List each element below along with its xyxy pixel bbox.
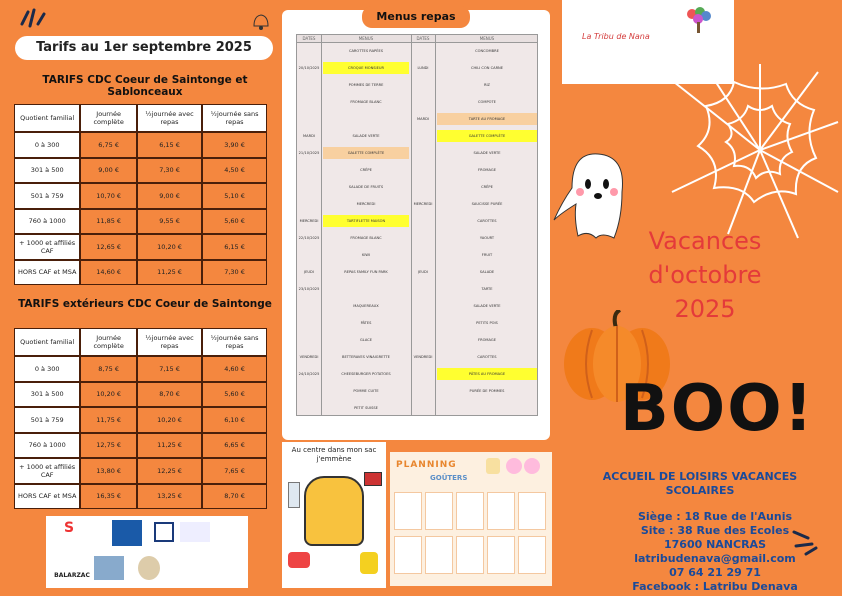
contact-email: latribudenava@gmail.com (634, 552, 796, 565)
menu-date (297, 79, 321, 91)
menu-item: TARTE (481, 287, 493, 291)
child-icon (524, 458, 540, 474)
menu-item: PÂTES AU FROMAGE (437, 368, 537, 380)
menu-item: FRUIT (481, 253, 493, 257)
planning-goûters (390, 452, 552, 586)
menu-divider (435, 35, 436, 416)
partner-logos (46, 516, 248, 588)
partner-logo-8 (214, 556, 240, 580)
price-cell: 12,65 € (80, 234, 137, 260)
partner-logo-balarzac: BALARZAC (54, 572, 90, 579)
tarifs-header-cell: ½journée sans repas (202, 328, 267, 356)
menu-item: POMME CUITE (353, 389, 379, 393)
menu-item: SALADE VERTE (473, 304, 501, 308)
menu-date (411, 368, 435, 380)
water-bottle-icon (288, 482, 300, 508)
menu-item: COMPOTE (478, 100, 496, 104)
sparkle-icon (790, 526, 836, 556)
tarifs-header-cell: Journée complète (80, 328, 137, 356)
menu-item: SALADE VERTE (352, 134, 380, 138)
price-cell: 6,15 € (202, 234, 267, 260)
table-row (14, 234, 267, 260)
planning-title: PLANNING (396, 460, 457, 470)
menu-date: 21/10/2025 (298, 151, 320, 155)
boo-title: BOO! (620, 372, 815, 446)
menu-item: SAUCISSE PURÉE (471, 202, 503, 206)
table-row (14, 260, 267, 286)
price-cell: 4,50 € (202, 158, 267, 184)
price-cell: 7,65 € (202, 458, 267, 484)
menu-item: CRÊPE (481, 185, 493, 189)
price-cell: 13,25 € (137, 484, 202, 510)
menu-date: 24/10/2025 (298, 372, 320, 376)
tarifs-title: Tarifs au 1er septembre 2025 (15, 36, 273, 60)
price-cell: 11,25 € (137, 260, 202, 286)
price-cell: 8,70 € (202, 484, 267, 510)
quotient-cell: 0 à 300 (14, 132, 80, 158)
contact-city: 17600 NANCRAS (663, 538, 766, 551)
contact-site: Site : 38 Rue des Ecoles (640, 524, 790, 537)
menu-date (411, 300, 435, 312)
price-cell: 16,35 € (80, 484, 137, 510)
quotient-cell: 501 à 759 (14, 407, 80, 433)
menu-item: KIWI (361, 253, 371, 257)
contact-facebook: Facebook : Latribu Denava (632, 580, 798, 593)
menu-item (323, 283, 409, 295)
table-row (14, 407, 267, 433)
planning-day-card (425, 536, 453, 574)
menu-date (411, 215, 435, 227)
price-cell: 7,15 € (137, 356, 202, 382)
price-cell: 7,30 € (202, 260, 267, 286)
menu-date (297, 45, 321, 57)
menu-date (411, 181, 435, 193)
menu-date: 23/10/2025 (298, 287, 320, 291)
price-cell: 5,60 € (202, 382, 267, 408)
price-cell: 14,60 € (80, 260, 137, 286)
tarifs-header-cell: Quotient familial (14, 328, 80, 356)
menu-item: GALETTE COMPLÈTE (437, 130, 537, 142)
glass-icon (486, 458, 500, 474)
menu-date: 20/10/2025 (298, 66, 320, 70)
menu-date (411, 283, 435, 295)
table-row (14, 209, 267, 235)
menu-date (297, 198, 321, 210)
menu-date (297, 164, 321, 176)
menu-item: YAOURT (479, 236, 495, 240)
contact-phone: 07 64 21 29 71 (669, 566, 761, 579)
price-cell: 9,55 € (137, 209, 202, 235)
menu-item: FROMAGE BLANC (350, 100, 382, 104)
menu-item (323, 113, 409, 125)
menu-header-menu-2: MENUS (435, 35, 538, 43)
menu-item: FROMAGE (478, 168, 496, 172)
menu-date (411, 79, 435, 91)
tarifs-header-cell: Journée complète (80, 104, 137, 132)
price-cell: 9,00 € (80, 158, 137, 184)
quotient-cell: HORS CAF et MSA (14, 260, 80, 286)
price-cell: 6,10 € (202, 407, 267, 433)
price-cell: 11,25 € (137, 433, 202, 459)
menu-date (411, 147, 435, 159)
planning-day-card (425, 492, 453, 530)
menu-date: VENDREDI (299, 355, 319, 359)
menu-item: MERCREDI (356, 202, 376, 206)
menu-date: 22/10/2025 (298, 236, 320, 240)
price-cell: 13,80 € (80, 458, 137, 484)
price-cell: 8,75 € (80, 356, 137, 382)
menu-date (411, 232, 435, 244)
section2-title: TARIFS extérieurs CDC Coeur de Saintonge (18, 298, 272, 310)
menu-item: FROMAGE (478, 338, 496, 342)
menu-date (411, 385, 435, 397)
menu-date (297, 334, 321, 346)
price-cell: 6,65 € (202, 433, 267, 459)
price-cell: 11,75 € (80, 407, 137, 433)
menu-item: GALETTE COMPLÈTE (323, 147, 409, 159)
price-cell: 10,20 € (137, 234, 202, 260)
menu-item: SALADE VERTE (473, 151, 501, 155)
table-row (14, 158, 267, 184)
menu-date: LUNDI (417, 66, 429, 70)
menu-date (297, 249, 321, 261)
partner-logo-4 (180, 522, 210, 542)
table-row (14, 183, 267, 209)
menu-date (297, 300, 321, 312)
partner-logo-7 (138, 556, 160, 580)
table-row (14, 356, 267, 382)
menu-date (297, 317, 321, 329)
menu-title: Menus repas (362, 6, 470, 28)
price-cell: 7,30 € (137, 158, 202, 184)
menu-item: PÂTES (360, 321, 372, 325)
price-cell: 5,60 € (202, 209, 267, 235)
quotient-cell: 760 à 1000 (14, 433, 80, 459)
tarifs-header-cell: Quotient familial (14, 104, 80, 132)
menu-header-menu-1: MENUS (321, 35, 411, 43)
price-cell: 5,10 € (202, 183, 267, 209)
menu-item: SALADE (479, 270, 495, 274)
menu-date (297, 385, 321, 397)
menu-item: PURÉE DE POMMES (469, 389, 505, 393)
menu-item: REPAS FAMILY FUN PARK (344, 270, 388, 274)
spiderweb-icon (668, 62, 840, 242)
menu-date: MARDI (303, 134, 315, 138)
price-cell: 11,85 € (80, 209, 137, 235)
price-cell: 10,20 € (80, 382, 137, 408)
price-cell: 9,00 € (137, 183, 202, 209)
menu-item (437, 402, 537, 414)
menu-date (411, 402, 435, 414)
table-row (14, 382, 267, 408)
partner-logo-6 (94, 556, 124, 580)
menu-date (297, 113, 321, 125)
menu-item: GLACE (359, 338, 373, 342)
partner-logo-1: S (63, 520, 75, 536)
menu-date: JEUDI (304, 270, 314, 274)
quotient-cell: HORS CAF et MSA (14, 484, 80, 510)
menu-item: CHEESEBURGER POTATOES (341, 372, 391, 376)
logo-name: La Tribu de Nana (582, 32, 650, 41)
menu-item: PETITS POIS (476, 321, 498, 325)
menu-date (297, 96, 321, 108)
table-row (14, 484, 267, 510)
menu-date (297, 402, 321, 414)
menu-item: FROMAGE BLANC (350, 236, 382, 240)
menu-date (411, 334, 435, 346)
price-cell: 12,75 € (80, 433, 137, 459)
raincoat-icon (360, 552, 378, 574)
planning-day-card (518, 492, 546, 530)
menu-header-date-1: DATES (297, 35, 321, 43)
quotient-cell: 0 à 300 (14, 356, 80, 382)
menu-item: PETIT SUISSE (354, 406, 378, 410)
menu-date (411, 96, 435, 108)
planning-day-card (394, 492, 422, 530)
partner-logo-caf (112, 520, 142, 546)
planning-day-card (487, 492, 515, 530)
price-cell: 10,20 € (137, 407, 202, 433)
planning-day-card (394, 536, 422, 574)
child-icon (506, 458, 522, 474)
menu-item: CHILI CON CARNE (470, 66, 504, 70)
menu-item: MAQUEREAUX (353, 304, 379, 308)
menu-item: TARTIFLETTE MAISON (323, 215, 409, 227)
table-row (14, 132, 267, 158)
menu-item: CAROTTES RAPÉES (348, 49, 384, 53)
price-cell: 6,15 € (137, 132, 202, 158)
sparkle-icon (18, 8, 48, 28)
price-cell: 6,75 € (80, 132, 137, 158)
menu-date (411, 164, 435, 176)
backpack-poster (282, 442, 386, 588)
shoes-icon (288, 552, 310, 568)
planning-day-card (487, 536, 515, 574)
menu-date (411, 130, 435, 142)
menu-panel (282, 10, 550, 440)
menu-date: MARDI (417, 117, 429, 121)
menu-date: MERCREDI (299, 219, 319, 223)
tarifs-header-cell: ½journée sans repas (202, 104, 267, 132)
menu-item: SALADE DE FRUITS (348, 185, 384, 189)
contact-siege: Siège : 18 Rue de l'Aunis (637, 510, 793, 523)
planning-day-card (518, 536, 546, 574)
tarifs-header-row (14, 328, 267, 356)
tarifs-header-row (14, 104, 267, 132)
menu-date: JEUDI (418, 270, 428, 274)
poster-text: Au centre dans mon sac j'emmène (291, 446, 377, 463)
planning-subtitle: GOÛTERS (430, 474, 468, 482)
bell-icon (250, 12, 272, 30)
quotient-cell: + 1000 et affiliés CAF (14, 458, 80, 484)
menu-item: TARTE AU FROMAGE (437, 113, 537, 125)
accueil-title: ACCUEIL DE LOISIRS VACANCES SCOLAIRES (602, 470, 798, 497)
menu-date (411, 249, 435, 261)
price-cell: 10,70 € (80, 183, 137, 209)
price-cell: 4,60 € (202, 356, 267, 382)
menu-item: CONCOMBRE (475, 49, 499, 53)
tarifs-table-cdc (14, 104, 267, 285)
menu-item: BETTERAVES VINAIGRETTE (342, 355, 390, 359)
menu-table (296, 34, 538, 416)
menu-item: CAROTTES (477, 355, 497, 359)
vacances-line-1: Vacances (648, 227, 762, 255)
planning-day-card (456, 536, 484, 574)
tarifs-table-exterieurs (14, 328, 267, 509)
quotient-cell: 301 à 500 (14, 382, 80, 408)
tree-icon (682, 4, 714, 34)
partner-logo-msa (154, 522, 174, 542)
menu-date: MERCREDI (413, 202, 433, 206)
table-row (14, 433, 267, 459)
quotient-cell: 301 à 500 (14, 158, 80, 184)
towel-icon (364, 472, 382, 486)
quotient-cell: + 1000 et affiliés CAF (14, 234, 80, 260)
backpack-icon (304, 476, 364, 546)
section1-title: TARIFS CDC Coeur de Saintonge et Sablonceaux (42, 74, 248, 98)
menu-item: RIZ (483, 83, 491, 87)
table-row (14, 458, 267, 484)
menu-date (411, 45, 435, 57)
quotient-cell: 501 à 759 (14, 183, 80, 209)
menu-divider (321, 35, 322, 416)
price-cell: 8,70 € (137, 382, 202, 408)
tarifs-panel (0, 0, 278, 596)
tarifs-header-cell: ½journée avec repas (137, 328, 202, 356)
menu-item: CRÊPE (360, 168, 372, 172)
menu-item: POMMES DE TERRE (348, 83, 384, 87)
menu-date: VENDREDI (413, 355, 433, 359)
planning-day-card (456, 492, 484, 530)
vacances-line-2: d'octobre (648, 261, 762, 289)
price-cell: 3,90 € (202, 132, 267, 158)
vacances-line-3: 2025 (674, 295, 736, 323)
menu-item: CAROTTES (477, 219, 497, 223)
tarifs-header-cell: ½journée avec repas (137, 104, 202, 132)
menu-header-date-2: DATES (411, 35, 435, 43)
price-cell: 12,25 € (137, 458, 202, 484)
menu-date (411, 317, 435, 329)
menu-item: CROQUE MONSIEUR (323, 62, 409, 74)
menu-date (297, 181, 321, 193)
quotient-cell: 760 à 1000 (14, 209, 80, 235)
